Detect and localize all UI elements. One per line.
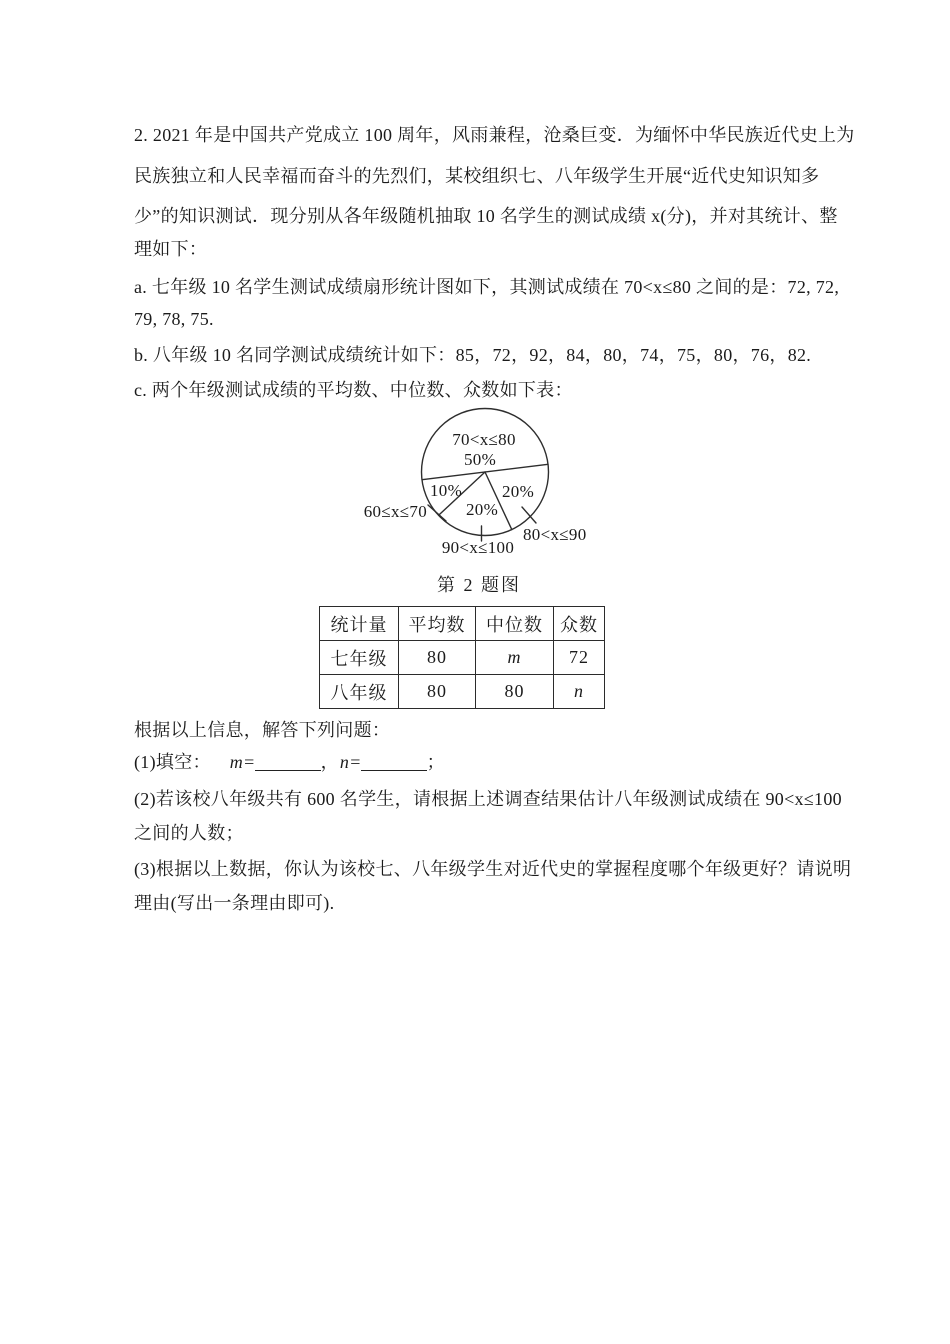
- table-cell: 80: [476, 675, 554, 709]
- slice-percent-20-right: 20%: [501, 482, 535, 501]
- slice-label-70-80: 70<x≤80: [452, 430, 516, 449]
- table-cell: 七年级: [320, 641, 399, 675]
- table-cell: m: [476, 641, 554, 675]
- slice-label-90-100: 90<x≤100: [441, 538, 515, 557]
- figure-caption: 第 2 题图: [437, 575, 521, 595]
- q1-var-n: n: [339, 752, 350, 772]
- table-header-cell: 平均数: [399, 607, 476, 641]
- slice-label-80-90: 80<x≤90: [523, 525, 587, 544]
- q1-var-m: m: [229, 752, 244, 772]
- questions-intro: 根据以上信息，解答下列问题：: [134, 720, 391, 740]
- q1-equals-2: =: [350, 752, 361, 772]
- leader-tick-right: [522, 507, 536, 523]
- q1-semicolon: ；: [426, 752, 445, 772]
- leader-tick-left: [428, 505, 446, 521]
- slice-percent-20-bottom: 20%: [465, 500, 499, 519]
- problem-intro-line-3: 少”的知识测试．现分别从各年级随机抽取 10 名学生的测试成绩 x(分)，并对其统计、整: [134, 206, 838, 226]
- problem-intro-line-2: 民族独立和人民幸福而奋斗的先烈们，某校组织七、八年级学生开展“近代史知识知多: [134, 166, 820, 186]
- question-2-line-2: 之间的人数；: [134, 823, 244, 843]
- q1-blank-m: [255, 752, 321, 771]
- stats-table-body: [320, 641, 605, 709]
- note-c-line: c. 两个年级测试成绩的平均数、中位数、众数如下表：: [134, 380, 573, 400]
- q1-equals-1: =: [244, 752, 255, 772]
- stats-table-head: [320, 607, 605, 641]
- table-row: [320, 641, 605, 675]
- problem-intro-line-1: 2. 2021 年是中国共产党成立 100 周年，风雨兼程，沧桑巨变．为缅怀中华民族近代史上为: [134, 125, 855, 145]
- table-cell: 80: [399, 641, 476, 675]
- slice-percent-10: 10%: [429, 481, 463, 500]
- q1-comma: ，: [320, 752, 339, 772]
- note-a-line-1: a. 七年级 10 名学生测试成绩扇形统计图如下，其测试成绩在 70<x≤80 之间的是：72, 72,: [134, 277, 840, 297]
- table-header-cell: 统计量: [320, 607, 399, 641]
- note-b-line: b. 八年级 10 名同学测试成绩统计如下：85，72，92，84，80，74，75，80，76，82.: [134, 345, 812, 365]
- problem-intro-line-4: 理如下：: [134, 239, 208, 259]
- table-row: [320, 675, 605, 709]
- stats-table: [319, 606, 605, 709]
- slice-label-60-70: 60≤x≤70: [363, 502, 427, 521]
- table-header-cell: 众数: [554, 607, 605, 641]
- table-cell: 八年级: [320, 675, 399, 709]
- table-cell: 80: [399, 675, 476, 709]
- slice-percent-50: 50%: [463, 450, 497, 469]
- question-3-line-2: 理由(写出一条理由即可).: [134, 893, 335, 913]
- pie-chart-figure: [350, 406, 610, 560]
- table-cell: n: [554, 675, 605, 709]
- q1-blank-n: [361, 752, 427, 771]
- note-a-line-2: 79, 78, 75.: [134, 309, 214, 329]
- pie-chart: [350, 406, 610, 560]
- q1-prefix: (1)填空：: [134, 752, 211, 772]
- question-3-line-1: (3)根据以上数据，你认为该校七、八年级学生对近代史的掌握程度哪个年级更好？请说明: [134, 859, 852, 879]
- question-2-line-1: (2)若该校八年级共有 600 名学生，请根据上述调查结果估计八年级测试成绩在 90<x≤100: [134, 789, 842, 809]
- question-1: [134, 752, 445, 773]
- table-header-cell: 中位数: [476, 607, 554, 641]
- table-cell: 72: [554, 641, 605, 675]
- table-header-row: [320, 607, 605, 641]
